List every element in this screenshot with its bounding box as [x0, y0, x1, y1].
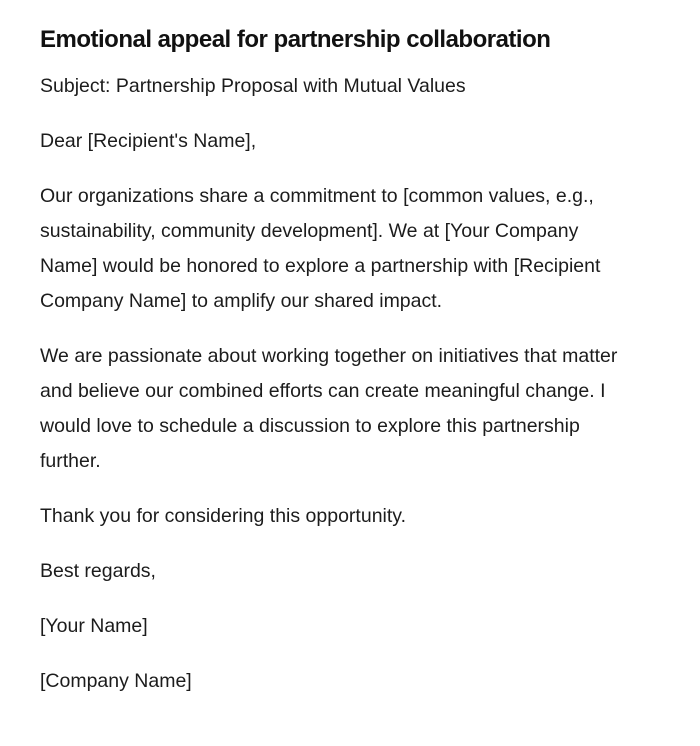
- letter-document: [40, 22, 640, 719]
- thanks-line: Thank you for considering this opportunity.: [40, 505, 407, 527]
- greeting: Dear [Recipient's Name],: [40, 130, 257, 152]
- closing-line: Best regards,: [40, 560, 156, 582]
- subject-line: Subject: Partnership Proposal with Mutual Values: [40, 75, 466, 97]
- body-paragraph-2: We are passionate about working together on initiatives that matter and believe our combined efforts can create meaningful change. I would love to schedule a discussion to explore this partnership further.: [40, 345, 618, 472]
- body-paragraph-1: Our organizations share a commitment to [common values, e.g., sustainability, community development]. We at [Your Company Name] would be honored to explore a partnership with [Recipient Company Name] to amplify our shared impact.: [40, 185, 601, 312]
- signature-company: [Company Name]: [40, 670, 192, 692]
- signature-name: [Your Name]: [40, 615, 148, 637]
- document-title: Emotional appeal for partnership collaboration: [40, 26, 551, 53]
